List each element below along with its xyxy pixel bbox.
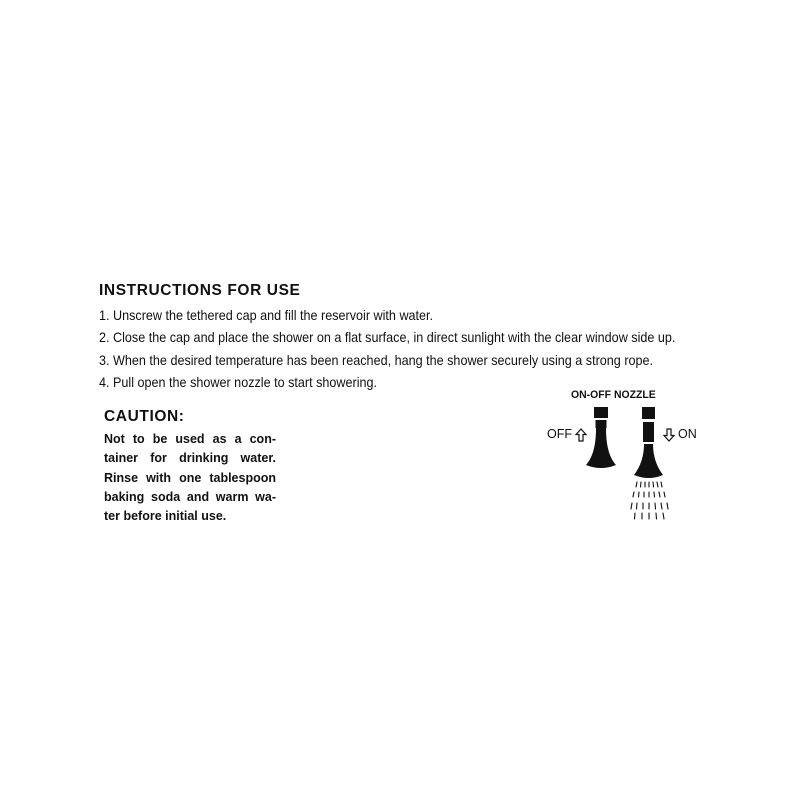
caution-line-3: Rinse with one tablespoon (104, 470, 276, 485)
off-label: OFF (547, 427, 572, 441)
caution-line-1: Not to be used as a con- (104, 432, 276, 446)
caution-line-2: tainer for drinking water. (104, 451, 276, 466)
instruction-step-2: 2. Close the cap and place the shower on a flat surface, in direct sunlight with the clear window side up. (99, 329, 676, 346)
instruction-step-4: 4. Pull open the shower nozzle to start showering. (99, 373, 378, 390)
instruction-step-1: 1. Unscrew the tethered cap and fill the reservoir with water. (99, 307, 434, 323)
caution-line-5: ter before initial use. (104, 509, 227, 524)
caution-heading: CAUTION: (104, 408, 185, 425)
closed-nozzle-icon (586, 407, 616, 468)
nozzle-diagram (580, 405, 680, 525)
caution-line-4: baking soda and warm wa- (104, 489, 276, 504)
nozzle-diagram-title: ON-OFF NOZZLE (571, 389, 656, 401)
instruction-step-3: 3. When the desired temperature has been reached, hang the shower securely using a strong rope. (99, 351, 654, 368)
instructions-list (99, 306, 675, 395)
on-label: ON (678, 427, 697, 441)
open-nozzle-spray-icon (631, 407, 668, 519)
caution-text (104, 430, 276, 526)
instructions-heading: INSTRUCTIONS FOR USE (99, 282, 301, 299)
